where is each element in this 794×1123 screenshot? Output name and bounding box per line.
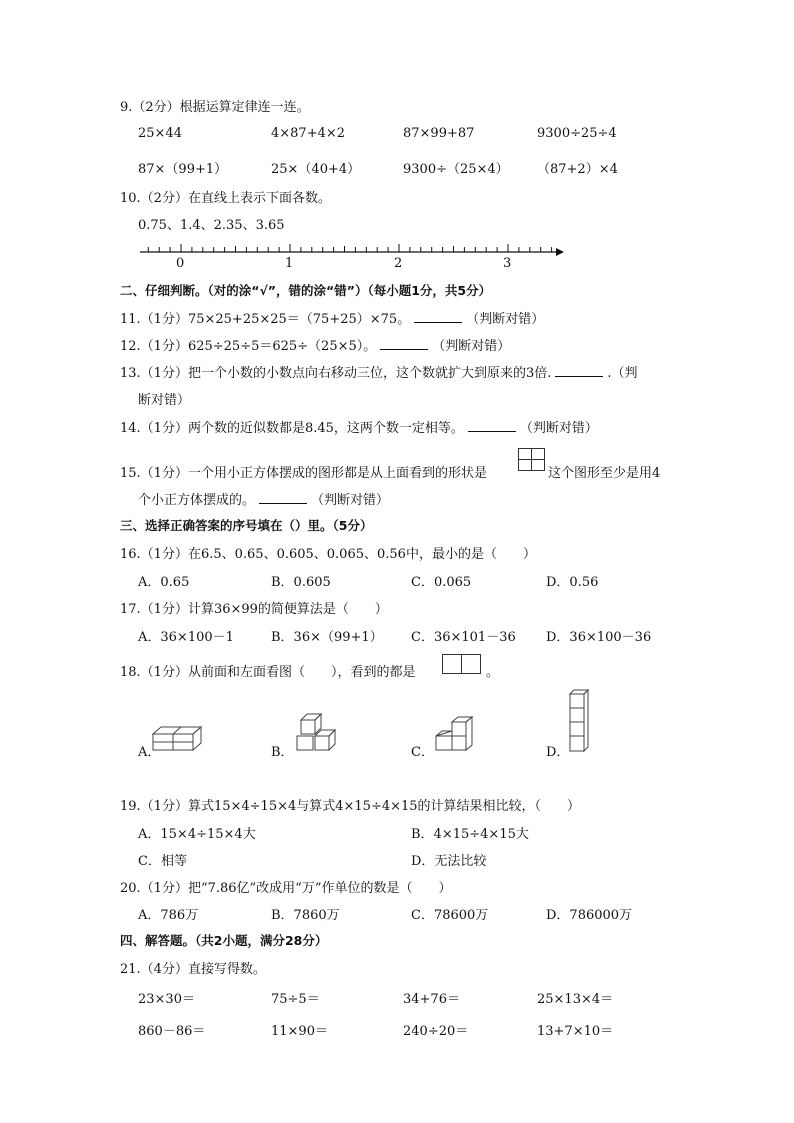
q20-option-d[interactable]: D．786000万 [546, 908, 633, 923]
q19-option-d[interactable]: D．无法比较 [411, 854, 487, 869]
q15-tail: （判断对错） [311, 493, 390, 508]
q9-item: （87+2）×4 [537, 162, 618, 177]
q18-option-a[interactable]: A． [138, 745, 161, 760]
q21-item[interactable]: 13+7×10＝ [537, 1024, 614, 1039]
answer-blank[interactable] [468, 419, 516, 432]
q16-option-d[interactable]: D．0.56 [546, 575, 599, 590]
q15-line2-text: 个小正方体摆成的。 [138, 493, 256, 508]
number-line [0, 0, 794, 300]
number-line-label: 3 [503, 256, 512, 271]
answer-blank[interactable] [380, 337, 428, 350]
q20-option-b[interactable]: B．7860万 [271, 908, 340, 923]
q18-option-c[interactable]: C． [411, 745, 434, 760]
q21-item[interactable]: 860－86＝ [138, 1024, 206, 1039]
q10-numbers: 0.75、1.4、2.35、3.65 [138, 218, 285, 233]
answer-blank[interactable] [259, 491, 307, 504]
q17-stem: 17.（1分）计算36×99的简便算法是（ ） [120, 602, 388, 617]
q9-item: 9300÷25÷4 [537, 126, 617, 141]
number-line-label: 2 [394, 256, 403, 271]
section-title: 二、仔细判断。（对的涂“√”，错的涂“错”）（每小题1分，共5分） [120, 283, 492, 298]
q9-item: 9300÷（25×4） [403, 162, 509, 177]
q16-option-b[interactable]: B．0.605 [271, 575, 331, 590]
q15-text-a: 15.（1分）一个用小正方体摆成的图形都是从上面看到的形状是 [120, 466, 487, 481]
q13-text: 13.（1分）把一个小数的小数点向右移动三位，这个数就扩大到原来的3倍. [120, 366, 552, 381]
q20-option-a[interactable]: A．786万 [138, 908, 199, 923]
q10-stem: 10.（2分）在直线上表示下面各数。 [120, 191, 331, 206]
q13-line2: 断对错） [138, 393, 191, 408]
q14 [120, 417, 598, 436]
cube-figure-c-icon [435, 716, 475, 752]
q19-option-c[interactable]: C．相等 [138, 854, 187, 869]
q9-item: 25×44 [138, 126, 182, 141]
q15-line2 [138, 489, 389, 508]
q11-tail: （判断对错） [466, 312, 545, 327]
q18-option-b[interactable]: B． [271, 745, 294, 760]
number-line-label: 0 [176, 256, 185, 271]
q18-stem-a: 18.（1分）从前面和左面看图（ ），看到的都是 [120, 665, 416, 680]
q21-item[interactable]: 23×30＝ [138, 992, 195, 1007]
section-title: 三、选择正确答案的序号填在（）里。（5分） [120, 518, 373, 533]
q9-item: 87×（99+1） [138, 162, 228, 177]
q15-text-b: 这个图形至少是用4 [548, 466, 661, 481]
q17-option-d[interactable]: D．36×100－36 [546, 630, 652, 645]
q14-tail: （判断对错） [519, 421, 598, 436]
q21-item[interactable]: 34+76＝ [403, 992, 460, 1007]
q18-stem-b: 。 [486, 665, 500, 680]
q20-option-c[interactable]: C．78600万 [411, 908, 489, 923]
q9-item: 25×（40+4） [271, 162, 361, 177]
q9-item: 4×87+4×2 [271, 126, 346, 141]
q17-option-b[interactable]: B．36×（99+1） [271, 630, 383, 645]
answer-blank[interactable] [555, 364, 603, 377]
q19-option-b[interactable]: B．4×15÷4×15大 [411, 827, 529, 842]
q20-stem: 20.（1分）把“7.86亿”改成用“万”作单位的数是（ ） [120, 881, 452, 896]
answer-blank[interactable] [414, 310, 462, 323]
q12-tail: （判断对错） [432, 339, 511, 354]
q21-stem: 21.（4分）直接写得数。 [120, 962, 266, 977]
q17-option-c[interactable]: C．36×101－36 [411, 630, 516, 645]
top-view-square-icon [518, 448, 546, 472]
q21-item[interactable]: 25×13×4＝ [537, 992, 614, 1007]
q11 [120, 308, 544, 327]
q18-option-d[interactable]: D． [546, 745, 570, 760]
number-line-label: 1 [285, 256, 294, 271]
q21-item[interactable]: 240÷20＝ [403, 1024, 469, 1039]
q19-stem: 19.（1分）算式15×4÷15×4与算式4×15÷4×15的计算结果相比较，（ ） [120, 799, 581, 814]
front-view-icon [442, 654, 482, 676]
section-title: 四、解答题。（共2小题，满分28分） [120, 933, 328, 948]
q16-option-a[interactable]: A．0.65 [138, 575, 190, 590]
q21-item[interactable]: 75÷5＝ [271, 992, 320, 1007]
q16-option-c[interactable]: C．0.065 [411, 575, 472, 590]
cube-figure-a-icon [152, 726, 204, 752]
q14-text: 14.（1分）两个数的近似数都是8.45，这两个数一定相等。 [120, 421, 464, 436]
cube-figure-b-icon [296, 712, 338, 752]
q12-text: 12.（1分）625÷25÷5＝625÷（25×5）。 [120, 339, 377, 354]
q21-item[interactable]: 11×90＝ [271, 1024, 328, 1039]
q19-option-a[interactable]: A．15×4÷15×4大 [138, 827, 256, 842]
cube-figure-d-icon [569, 689, 591, 753]
q13-tail: .（判 [607, 366, 638, 381]
q12 [120, 335, 510, 354]
q9-stem: 9.（2分）根据运算定律连一连。 [120, 100, 310, 115]
q17-option-a[interactable]: A．36×100－1 [138, 630, 234, 645]
q9-item: 87×99+87 [403, 126, 475, 141]
q16-stem: 16.（1分）在6.5、0.65、0.605、0.065、0.56中，最小的是（ ） [120, 547, 536, 562]
q11-text: 11.（1分）75×25+25×25＝（75+25）×75。 [120, 312, 411, 327]
q13 [120, 362, 638, 381]
